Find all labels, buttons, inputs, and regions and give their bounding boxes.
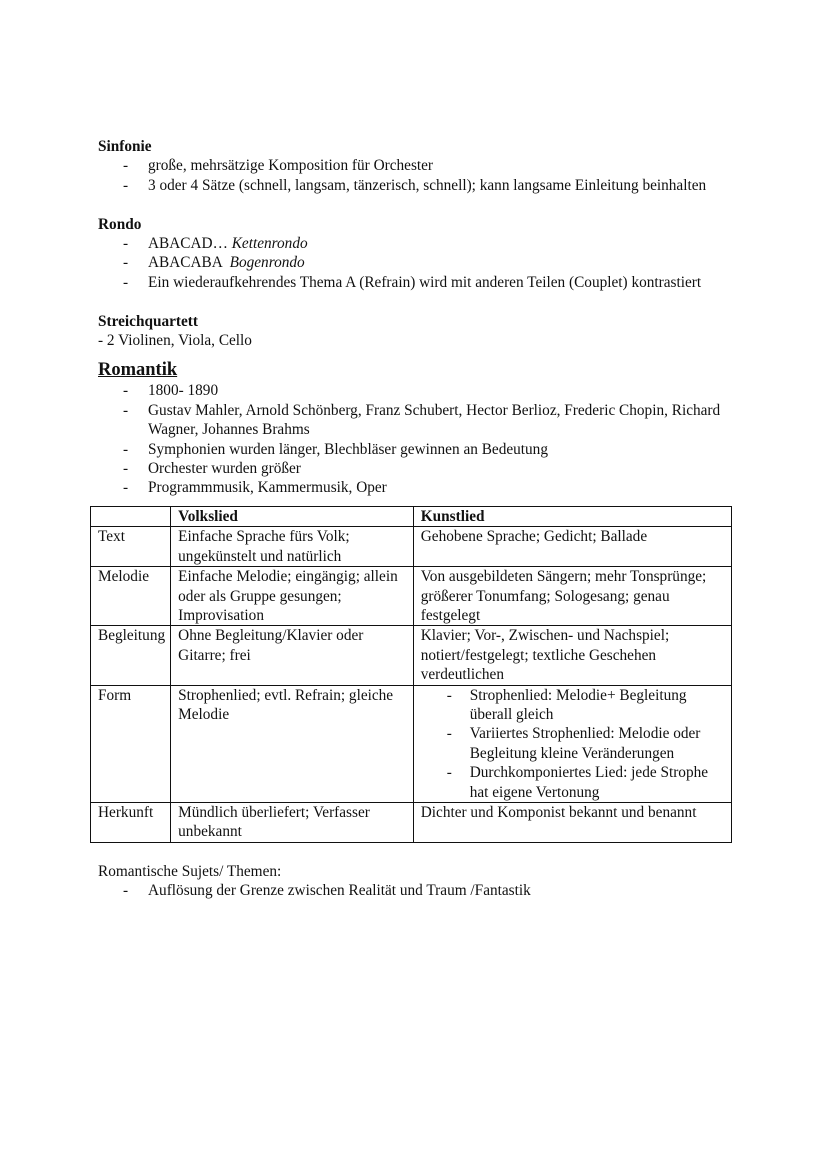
sujets-list	[98, 881, 738, 900]
dash-bullet: -	[446, 686, 452, 704]
row-label-text: Text	[91, 527, 171, 567]
dash-bullet: -	[123, 460, 129, 478]
volkslied-kunstlied-table	[90, 506, 732, 843]
dash-bullet: -	[446, 725, 452, 743]
list-item: - ABACAD… Kettenrondo	[123, 235, 308, 253]
cell-volkslied: Ohne Begleitung/Klavier oder Gitarre; frei	[171, 626, 414, 685]
list-item: - 1800- 1890	[123, 382, 219, 400]
list-item: - Variiertes Strophenlied: Melodie oder Begleitung kleine Veränderungen	[446, 725, 701, 762]
dash-bullet: -	[123, 882, 129, 900]
list-item: - Auflösung der Grenze zwischen Realität und Traum /Fantastik	[123, 882, 531, 900]
dash-bullet: -	[123, 176, 129, 194]
table-row	[91, 802, 732, 842]
list-item: - 3 oder 4 Sätze (schnell, langsam, tänzerisch, schnell); kann langsame Einleitung beinhalten	[123, 176, 707, 194]
table-header-cell	[91, 506, 171, 526]
form-kunstlied-list	[421, 686, 726, 802]
dash-bullet: -	[123, 273, 129, 291]
streichquartett-heading: Streichquartett	[98, 312, 198, 330]
table-row	[91, 527, 732, 567]
list-item: - Durchkomponiertes Lied: jede Strophe hat eigene Vertonung	[446, 764, 709, 801]
sujets-heading: Romantische Sujets/ Themen:	[98, 862, 282, 880]
romantik-heading: Romantik	[98, 360, 178, 381]
romantik-list	[98, 381, 738, 497]
cell-kunstlied: Gehobene Sprache; Gedicht; Ballade	[413, 527, 731, 567]
row-label-herkunft: Herkunft	[91, 802, 171, 842]
list-item: - Symphonien wurden länger, Blechbläser gewinnen an Bedeutung	[123, 440, 548, 458]
sinfonie-heading: Sinfonie	[98, 138, 152, 155]
dash-bullet: -	[123, 157, 129, 175]
table-row	[91, 685, 732, 802]
rondo-heading: Rondo	[98, 215, 142, 233]
document-page	[98, 137, 738, 901]
table-header-row	[91, 506, 732, 526]
list-item: - große, mehrsätzige Komposition für Orchester	[123, 157, 434, 175]
list-item: - Programmmusik, Kammermusik, Oper	[123, 479, 387, 497]
dash-bullet: -	[123, 440, 129, 458]
list-item: - Gustav Mahler, Arnold Schönberg, Franz Schubert, Hector Berlioz, Frederic Chopin, Richard Wagner, Johannes Brahms	[123, 401, 721, 439]
cell-volkslied: Einfache Sprache fürs Volk; ungekünstelt und natürlich	[171, 527, 414, 567]
cell-kunstlied: Von ausgebildeten Sängern; mehr Tonsprünge; größerer Tonumfang; Sologesang; genau festgelegt	[413, 567, 731, 626]
dash-bullet: -	[123, 235, 129, 253]
cell-volkslied: Strophenlied; evtl. Refrain; gleiche Melodie	[171, 685, 414, 802]
cell-volkslied: Mündlich überliefert; Verfasser unbekannt	[171, 802, 414, 842]
dash-bullet: -	[123, 254, 129, 272]
dash-bullet: -	[446, 764, 452, 782]
table-header-kunstlied: Kunstlied	[413, 506, 731, 526]
table-row	[91, 626, 732, 685]
list-item: - Ein wiederaufkehrendes Thema A (Refrain) wird mit anderen Teilen (Couplet) kontrastiert	[123, 273, 702, 291]
cell-kunstlied: Klavier; Vor-, Zwischen- und Nachspiel; notiert/festgelegt; textliche Geschehen verdeutlichen	[413, 626, 731, 685]
cell-kunstlied	[413, 685, 731, 802]
sinfonie-list	[98, 156, 738, 195]
list-item: - Orchester wurden größer	[123, 460, 301, 478]
dash-bullet: -	[123, 382, 129, 400]
dash-bullet: -	[123, 479, 129, 497]
row-label-melodie: Melodie	[91, 567, 171, 626]
table-row	[91, 567, 732, 626]
list-item: - ABACABA Bogenrondo	[123, 254, 305, 272]
row-label-begleitung: Begleitung	[91, 626, 171, 685]
rondo-list	[98, 234, 738, 292]
cell-volkslied: Einfache Melodie; eingängig; allein oder als Gruppe gesungen; Improvisation	[171, 567, 414, 626]
table-header-volkslied: Volkslied	[171, 506, 414, 526]
dash-bullet: -	[123, 401, 129, 419]
list-item: - Strophenlied: Melodie+ Begleitung überall gleich	[446, 686, 687, 723]
cell-kunstlied: Dichter und Komponist bekannt und benannt	[413, 802, 731, 842]
streichquartett-line: - 2 Violinen, Viola, Cello	[98, 332, 252, 350]
row-label-form: Form	[91, 685, 171, 802]
